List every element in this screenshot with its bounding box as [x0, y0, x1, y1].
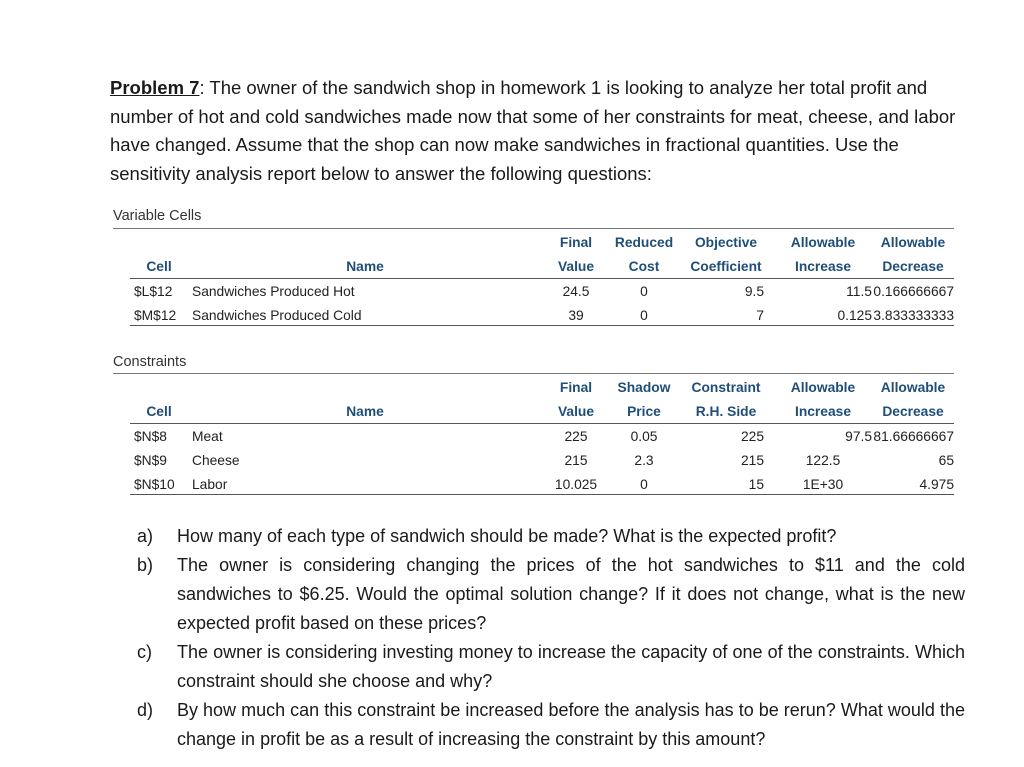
- constraints-header-2: [130, 399, 954, 424]
- header-allowable: Allowable: [790, 234, 856, 250]
- allowable-increase: 122.5: [805, 452, 841, 468]
- reduced-cost: 0: [640, 307, 648, 323]
- table-row: [130, 472, 954, 496]
- variable-cells-bottom-rule: [130, 325, 954, 326]
- allowable-decrease: 4.975: [919, 476, 954, 492]
- constraints-bottom-rule: [130, 494, 954, 495]
- header-cost: Cost: [628, 258, 660, 274]
- final-value: 225: [564, 428, 588, 444]
- header-final: Final: [559, 379, 593, 395]
- header-shadow: Shadow: [617, 379, 671, 395]
- shadow-price: 0: [640, 476, 648, 492]
- cell-ref: $L$12: [134, 283, 173, 299]
- header-constraint: Constraint: [691, 379, 761, 395]
- header-decrease: Decrease: [882, 258, 944, 274]
- cell-name: Cheese: [192, 452, 240, 468]
- cell-name: Sandwiches Produced Hot: [192, 283, 355, 299]
- header-cell: [130, 375, 188, 399]
- final-value: 10.025: [554, 476, 598, 492]
- allowable-decrease: 81.66666667: [873, 428, 954, 444]
- allowable-decrease: 0.166666667: [873, 283, 954, 299]
- reduced-cost: 0: [640, 283, 648, 299]
- question-list: [137, 522, 965, 754]
- header-name: Name: [346, 258, 384, 274]
- header-increase: Increase: [795, 403, 851, 419]
- question-letter: c): [137, 642, 152, 662]
- header-allowable: Allowable: [880, 379, 946, 395]
- cell-ref: $N$10: [134, 476, 175, 492]
- table-row: [130, 424, 954, 449]
- header-decrease: Decrease: [882, 403, 944, 419]
- constraints-table: [130, 375, 954, 496]
- header-cell: Cell: [146, 258, 172, 274]
- shadow-price: 0.05: [630, 428, 658, 444]
- allowable-increase: 97.5: [845, 428, 872, 444]
- cell-ref: $N$8: [134, 428, 167, 444]
- objective-coefficient: 7: [756, 307, 764, 323]
- cell-name: Sandwiches Produced Cold: [192, 307, 362, 323]
- constraints-top-rule: [113, 373, 954, 374]
- allowable-increase: 1E+30: [802, 476, 844, 492]
- variable-cells-table: [130, 230, 954, 327]
- question-letter: d): [137, 700, 154, 720]
- header-cell: [130, 230, 188, 254]
- question-letter: a): [137, 526, 154, 546]
- question-text: By how much can this constraint be increased before the analysis has to be rerun? What would the change in profit be as a result of increasing the constraint by this amount?: [177, 700, 965, 749]
- final-value: 215: [564, 452, 588, 468]
- constraint-rhs: 15: [748, 476, 764, 492]
- constraints-title: Constraints: [113, 354, 187, 370]
- question-item: [137, 696, 965, 754]
- constraints-header-1: [130, 375, 954, 399]
- question-item: [137, 638, 965, 696]
- shadow-price: 2.3: [634, 452, 654, 468]
- header-cell: [188, 230, 542, 254]
- variable-cells-header-1: [130, 230, 954, 254]
- table-row: [130, 279, 954, 304]
- objective-coefficient: 9.5: [744, 283, 764, 299]
- variable-cells-top-rule: [113, 228, 954, 229]
- header-value: Value: [557, 258, 595, 274]
- header-reduced: Reduced: [614, 234, 674, 250]
- header-value: Value: [557, 403, 595, 419]
- problem-heading: Problem 7: [110, 77, 200, 98]
- constraint-rhs: 225: [740, 428, 764, 444]
- cell-ref: $N$9: [134, 452, 167, 468]
- table-row: [130, 303, 954, 327]
- table-row: [130, 448, 954, 472]
- header-increase: Increase: [795, 258, 851, 274]
- question-text: The owner is considering changing the prices of the hot sandwiches to $11 and the cold sandwiches to $6.25. Would the optimal solution change? If it does not change, what is the new expected profit based on these prices?: [177, 555, 965, 633]
- header-cell: Cell: [146, 403, 172, 419]
- problem-text: : The owner of the sandwich shop in homework 1 is looking to analyze her total profit and number of hot and cold sandwiches made now that some of her constraints for meat, cheese, and labor have changed. Assume that the shop can now make sandwiches in fractional quantities. Use the sensitivity analysis report below to answer the following questions:: [110, 77, 956, 184]
- final-value: 39: [568, 307, 584, 323]
- question-letter: b): [137, 555, 154, 575]
- allowable-decrease: 65: [938, 452, 954, 468]
- question-item: [137, 551, 965, 638]
- question-text: The owner is considering investing money to increase the capacity of one of the constraints. Which constraint should she choose and why?: [177, 642, 965, 691]
- variable-cells-title: Variable Cells: [113, 208, 202, 224]
- constraint-rhs: 215: [740, 452, 764, 468]
- header-allowable: Allowable: [790, 379, 856, 395]
- header-name: Name: [346, 403, 384, 419]
- question-text: How many of each type of sandwich should be made? What is the expected profit?: [177, 526, 837, 546]
- allowable-decrease: 3.833333333: [873, 307, 954, 323]
- allowable-increase: 11.5: [846, 283, 872, 299]
- cell-ref: $M$12: [134, 307, 177, 323]
- final-value: 24.5: [562, 283, 590, 299]
- header-objective: Objective: [694, 234, 758, 250]
- question-item: [137, 522, 965, 551]
- header-coefficient: Coefficient: [690, 258, 762, 274]
- cell-name: Labor: [192, 476, 228, 492]
- problem-statement: [110, 74, 970, 188]
- header-price: Price: [627, 403, 661, 419]
- header-cell: [188, 375, 542, 399]
- header-allowable: Allowable: [880, 234, 946, 250]
- header-final: Final: [559, 234, 593, 250]
- cell-name: Meat: [192, 428, 223, 444]
- variable-cells-header-2: [130, 254, 954, 279]
- header-rhs: R.H. Side: [695, 403, 757, 419]
- allowable-increase: 0.125: [837, 307, 872, 323]
